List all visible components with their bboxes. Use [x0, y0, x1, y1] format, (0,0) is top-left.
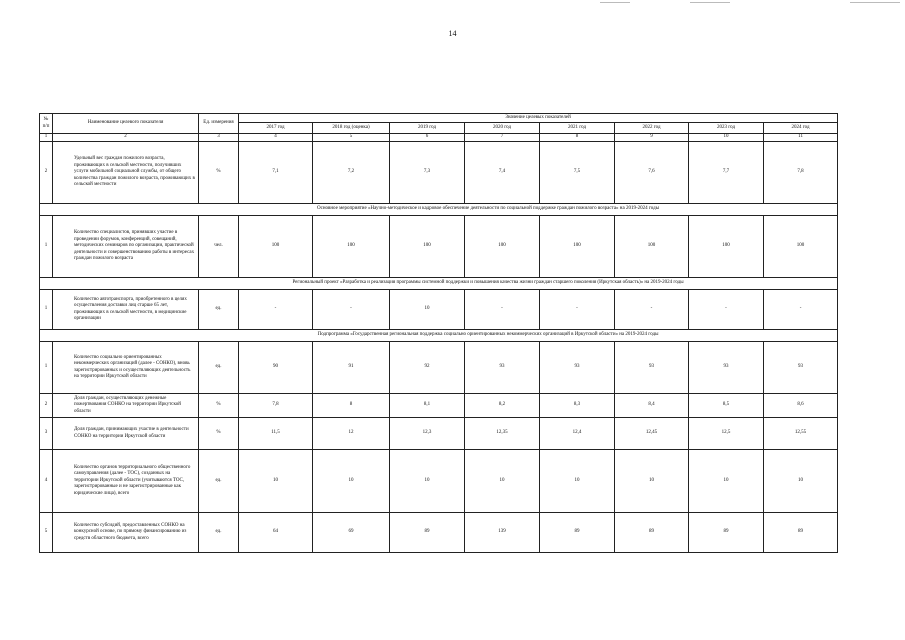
indicator-value: 7,3: [390, 142, 465, 204]
indicator-value: -: [689, 290, 764, 330]
header-year: 2019 год: [390, 123, 465, 134]
indicator-value: 8,5: [689, 394, 764, 418]
table-row: [40, 342, 838, 394]
header-year: 2020 год: [465, 123, 540, 134]
indicator-value: 10: [540, 450, 615, 513]
indicator-name: Доля граждан, осуществляющих денежные пожертвования СОНКО на территории Иркутской области: [53, 394, 199, 418]
indicator-name: Количество субсидий, предоставленных СОНКО на конкурсной основе, по прямому финансированию из средств областного бюджета, всего: [53, 513, 199, 553]
unit: %: [199, 418, 239, 450]
indicator-value: 100: [313, 216, 390, 278]
indicator-value: 12,5: [689, 418, 764, 450]
section-row: [40, 204, 838, 216]
indicator-value: 7,8: [764, 142, 838, 204]
column-number: 6: [390, 134, 465, 142]
indicator-value: 7,5: [540, 142, 615, 204]
unit: ед.: [199, 290, 239, 330]
indicator-value: 10: [390, 290, 465, 330]
indicator-value: 8,2: [465, 394, 540, 418]
table-row: [40, 290, 838, 330]
indicator-value: 100: [465, 216, 540, 278]
column-number: 4: [239, 134, 313, 142]
indicator-value: -: [465, 290, 540, 330]
row-number: 3: [40, 418, 53, 450]
indicator-value: 7,7: [689, 142, 764, 204]
column-number: 7: [465, 134, 540, 142]
indicator-value: 12,45: [615, 418, 689, 450]
indicator-value: 10: [239, 450, 313, 513]
indicator-value: 89: [764, 513, 838, 553]
indicator-value: 10: [764, 450, 838, 513]
indicator-value: -: [239, 290, 313, 330]
column-number: 5: [313, 134, 390, 142]
indicator-value: 139: [465, 513, 540, 553]
section-title: Основное мероприятие «Научно-методическое и кадровое обеспечение деятельности по социальной поддержке граждан пожилого возраста» на 2019-2024 годы: [40, 204, 838, 216]
table-row: [40, 418, 838, 450]
column-number: 1: [40, 134, 53, 142]
unit: ед.: [199, 513, 239, 553]
column-number: 3: [199, 134, 239, 142]
indicator-value: 8,3: [540, 394, 615, 418]
indicator-value: 92: [390, 342, 465, 394]
unit: ед.: [199, 342, 239, 394]
indicator-value: 89: [390, 513, 465, 553]
table-row: [40, 513, 838, 553]
indicator-value: 10: [615, 450, 689, 513]
header-unit: Ед. измерения: [199, 114, 239, 134]
unit: %: [199, 394, 239, 418]
indicator-name: Количество социально ориентированных некоммерческих организаций (далее - СОНКО), вновь зарегистрированных и осуществляющих деятельность на территории Иркутской области: [53, 342, 199, 394]
indicator-value: 93: [465, 342, 540, 394]
indicator-value: 100: [390, 216, 465, 278]
section-row: [40, 278, 838, 290]
indicator-value: 12: [313, 418, 390, 450]
indicator-value: 7,4: [465, 142, 540, 204]
indicator-value: 91: [313, 342, 390, 394]
page-number: 14: [448, 29, 457, 38]
row-number: 1: [40, 216, 53, 278]
header-num: № п/п: [40, 114, 53, 134]
header-values-title: Значение целевых показателей: [239, 114, 838, 123]
indicator-value: 100: [689, 216, 764, 278]
indicator-value: 93: [689, 342, 764, 394]
header-year: 2023 год: [689, 123, 764, 134]
header-year: 2017 год: [239, 123, 313, 134]
indicator-value: -: [313, 290, 390, 330]
target-indicators-table: [39, 113, 838, 553]
indicator-value: 93: [540, 342, 615, 394]
indicator-name: Количество органов территориального общественного самоуправления (далее - ТОС), созданных на территории Иркутской области (учитываются ТОС, зарегистрированные и не зарегистрированные как юридические лица), всего: [53, 450, 199, 513]
scan-artifact: [850, 2, 900, 3]
indicator-value: 7,1: [239, 142, 313, 204]
row-number: 2: [40, 142, 53, 204]
indicator-value: 10: [465, 450, 540, 513]
indicator-value: 12,4: [540, 418, 615, 450]
indicator-value: 8,1: [390, 394, 465, 418]
table-row: [40, 216, 838, 278]
indicator-value: 69: [313, 513, 390, 553]
header-year: 2024 год: [764, 123, 838, 134]
section-title: Подпрограмма «Государственная региональная поддержка социально ориентированных некоммерческих организаций в Иркутской области» на 2019-2024 годы: [40, 330, 838, 342]
header-year: 2018 год (оценка): [313, 123, 390, 134]
column-number: 11: [764, 134, 838, 142]
indicator-name: Удельный вес граждан пожилого возраста, проживающих в сельской местности, получивших услуги мобильной социальной службы, от общего количества граждан пожилого возраста, проживающих в сельской местности: [53, 142, 199, 204]
indicator-value: 8: [313, 394, 390, 418]
indicator-value: 90: [239, 342, 313, 394]
row-number: 2: [40, 394, 53, 418]
indicator-value: 100: [615, 216, 689, 278]
section-row: [40, 330, 838, 342]
indicator-value: 7,2: [313, 142, 390, 204]
unit: %: [199, 142, 239, 204]
header-year: 2021 год: [540, 123, 615, 134]
table-row: [40, 450, 838, 513]
indicator-name: Количество автотранспорта, приобретенного в целях осуществления доставки лиц старше 65 лет, проживающих в сельской местности, в медицинские организации: [53, 290, 199, 330]
indicator-value: 12,35: [465, 418, 540, 450]
indicator-value: 100: [540, 216, 615, 278]
section-title: Региональный проект «Разработка и реализация программы системной поддержки и повышения качества жизни граждан старшего поколения (Иркутская область)» на 2019-2024 годы: [40, 278, 838, 290]
row-number: 1: [40, 342, 53, 394]
row-number: 1: [40, 290, 53, 330]
indicator-value: 10: [390, 450, 465, 513]
indicator-value: 7,8: [239, 394, 313, 418]
row-number: 5: [40, 513, 53, 553]
indicator-value: 89: [615, 513, 689, 553]
indicator-name: Доля граждан, принимающих участие в деятельности СОНКО на территории Иркутской области: [53, 418, 199, 450]
scan-artifact: [600, 2, 630, 3]
table-row: [40, 142, 838, 204]
header-year: 2022 год: [615, 123, 689, 134]
column-number: 9: [615, 134, 689, 142]
indicator-value: 11,5: [239, 418, 313, 450]
indicator-name: Количество специалистов, принявших участие в проведении форумов, конференций, совещаний, методических семинаров по организации, практической деятельности и совершенствованию работы в интересах граждан пожилого возраста: [53, 216, 199, 278]
indicator-value: 12,3: [390, 418, 465, 450]
indicator-value: 64: [239, 513, 313, 553]
indicator-value: 8,6: [764, 394, 838, 418]
indicator-value: 7,6: [615, 142, 689, 204]
indicator-value: 89: [689, 513, 764, 553]
indicator-value: 93: [764, 342, 838, 394]
indicator-value: 100: [764, 216, 838, 278]
row-number: 4: [40, 450, 53, 513]
column-number-row: [40, 134, 838, 142]
indicator-value: 10: [313, 450, 390, 513]
indicator-value: -: [540, 290, 615, 330]
indicator-value: -: [764, 290, 838, 330]
indicator-value: 100: [239, 216, 313, 278]
indicator-value: 12,55: [764, 418, 838, 450]
column-number: 10: [689, 134, 764, 142]
column-number: 2: [53, 134, 199, 142]
column-number: 8: [540, 134, 615, 142]
indicator-value: -: [615, 290, 689, 330]
indicator-value: 89: [540, 513, 615, 553]
scan-artifact: [690, 2, 730, 3]
unit: чел.: [199, 216, 239, 278]
indicator-value: 10: [689, 450, 764, 513]
unit: ед.: [199, 450, 239, 513]
header-indicator-name: Наименование целевого показателя: [53, 114, 199, 134]
table-row: [40, 394, 838, 418]
indicator-value: 93: [615, 342, 689, 394]
indicator-value: 8,4: [615, 394, 689, 418]
